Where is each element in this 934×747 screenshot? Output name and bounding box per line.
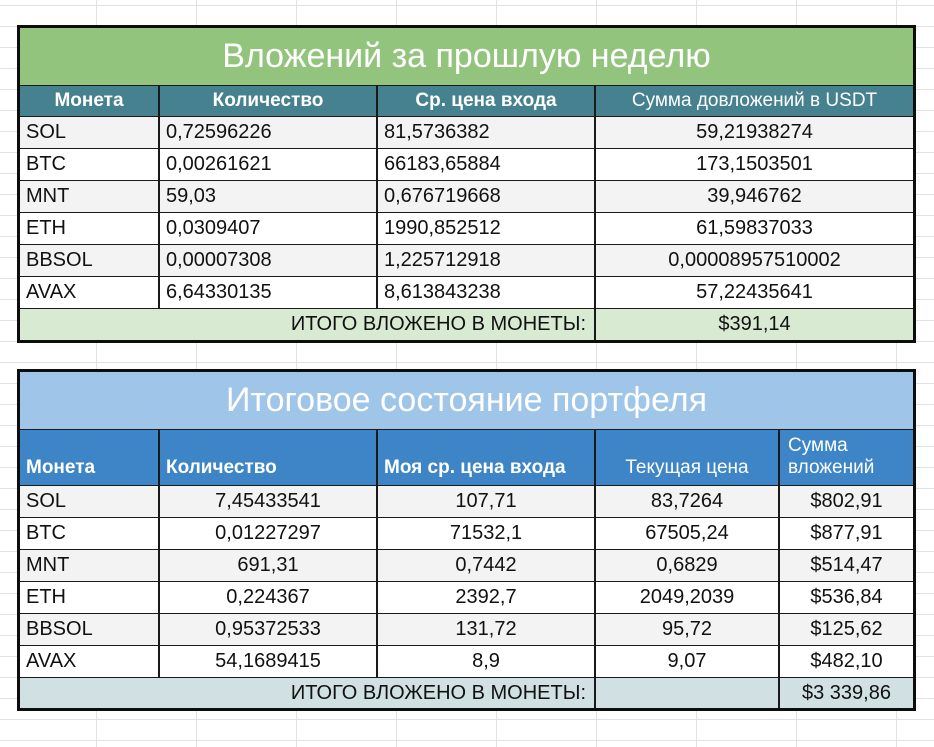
coin-cell[interactable]: AVAX xyxy=(20,646,160,677)
table-row xyxy=(20,486,913,518)
table-row xyxy=(20,181,913,213)
coin-cell[interactable]: BTC xyxy=(20,149,160,180)
avg-price-cell[interactable]: 107,71 xyxy=(378,486,596,517)
price-cell[interactable]: 0,676719668 xyxy=(378,181,596,212)
table-row xyxy=(20,614,913,646)
header-avg-entry-price[interactable]: Ср. цена входа xyxy=(378,86,596,116)
avg-price-cell[interactable]: 131,72 xyxy=(378,614,596,645)
sum-cell[interactable]: 0,00008957510002 xyxy=(596,245,913,276)
coin-cell[interactable]: BBSOL xyxy=(20,614,160,645)
coin-cell[interactable]: MNT xyxy=(20,181,160,212)
weekly-investments-table xyxy=(17,25,916,343)
price-cell[interactable]: 8,613843238 xyxy=(378,277,596,308)
investment-cell[interactable]: $482,10 xyxy=(810,650,883,672)
weekly-investments-title[interactable]: Вложений за прошлую неделю xyxy=(20,28,913,85)
total-value[interactable]: $3 339,86 xyxy=(780,678,913,708)
current-price-cell[interactable]: 0,6829 xyxy=(596,550,780,581)
coin-cell[interactable]: SOL xyxy=(20,486,160,517)
sum-cell[interactable]: 39,946762 xyxy=(596,181,913,212)
sum-cell[interactable]: 57,22435641 xyxy=(696,281,813,303)
current-price-cell[interactable]: 9,07 xyxy=(596,646,780,677)
coin-cell[interactable]: BBSOL xyxy=(20,245,160,276)
table-row xyxy=(20,550,913,582)
table-row xyxy=(20,213,913,245)
total-row xyxy=(20,678,913,708)
current-price-cell[interactable]: 2049,2039 xyxy=(596,582,780,613)
quantity-cell[interactable]: 0,95372533 xyxy=(160,614,378,645)
table-row xyxy=(20,277,913,309)
sum-cell[interactable]: 173,1503501 xyxy=(696,153,813,175)
header-investment-sum[interactable]: Сумма вложений xyxy=(780,430,913,485)
quantity-cell[interactable]: 691,31 xyxy=(160,550,378,581)
avg-price-cell[interactable]: 8,9 xyxy=(378,646,596,677)
header-row xyxy=(20,430,913,486)
current-price-cell[interactable]: 67505,24 xyxy=(596,518,780,549)
avg-price-cell[interactable]: 2392,7 xyxy=(378,582,596,613)
table-row xyxy=(20,582,913,614)
total-label[interactable]: ИТОГО ВЛОЖЕНО В МОНЕТЫ: xyxy=(20,678,596,708)
sum-cell[interactable]: 61,59837033 xyxy=(696,217,813,239)
header-quantity[interactable]: Количество xyxy=(160,86,378,116)
investment-cell[interactable]: $802,91 xyxy=(780,486,913,517)
total-empty-cell[interactable] xyxy=(596,678,780,708)
table-row xyxy=(20,518,913,550)
current-price-cell[interactable]: 95,72 xyxy=(596,614,780,645)
price-cell[interactable]: 1990,852512 xyxy=(378,213,596,244)
coin-cell[interactable]: ETH xyxy=(20,582,160,613)
coin-cell[interactable]: SOL xyxy=(20,117,160,148)
quantity-cell[interactable]: 0,72596226 xyxy=(160,117,378,148)
investment-cell[interactable]: $877,91 xyxy=(810,522,883,544)
total-row xyxy=(20,309,913,340)
investment-cell[interactable]: $125,62 xyxy=(780,614,913,645)
header-coin[interactable]: Монета xyxy=(20,86,160,116)
quantity-cell[interactable]: 0,224367 xyxy=(160,582,378,613)
quantity-cell[interactable]: 59,03 xyxy=(160,181,378,212)
quantity-cell[interactable]: 0,01227297 xyxy=(160,518,378,549)
coin-cell[interactable]: MNT xyxy=(20,550,160,581)
price-cell[interactable]: 1,225712918 xyxy=(378,245,596,276)
table-title-row xyxy=(20,28,913,86)
coin-cell[interactable]: AVAX xyxy=(20,277,160,308)
portfolio-title[interactable]: Итоговое состояние портфеля xyxy=(20,372,913,429)
quantity-cell[interactable]: 0,0309407 xyxy=(160,213,378,244)
quantity-cell[interactable]: 6,64330135 xyxy=(160,277,378,308)
current-price-cell[interactable]: 83,7264 xyxy=(596,486,780,517)
quantity-cell[interactable]: 0,00261621 xyxy=(160,149,378,180)
header-current-price[interactable]: Текущая цена xyxy=(596,430,780,485)
table-row xyxy=(20,149,913,181)
avg-price-cell[interactable]: 0,7442 xyxy=(378,550,596,581)
coin-cell[interactable]: BTC xyxy=(20,518,160,549)
table-title-row xyxy=(20,372,913,430)
quantity-cell[interactable]: 54,1689415 xyxy=(160,646,378,677)
table-row xyxy=(20,245,913,277)
header-coin[interactable]: Монета xyxy=(20,430,160,485)
table-row xyxy=(20,117,913,149)
investment-cell[interactable]: $536,84 xyxy=(810,586,883,608)
price-cell[interactable]: 66183,65884 xyxy=(378,149,596,180)
header-my-avg-entry-price[interactable]: Моя ср. цена входа xyxy=(378,430,596,485)
header-row xyxy=(20,86,913,117)
price-cell[interactable]: 81,5736382 xyxy=(378,117,596,148)
investment-cell[interactable]: $514,47 xyxy=(780,550,913,581)
total-label[interactable]: ИТОГО ВЛОЖЕНО В МОНЕТЫ: xyxy=(20,309,596,340)
quantity-cell[interactable]: 0,00007308 xyxy=(160,245,378,276)
header-quantity[interactable]: Количество xyxy=(160,430,378,485)
coin-cell[interactable]: ETH xyxy=(20,213,160,244)
quantity-cell[interactable]: 7,45433541 xyxy=(160,486,378,517)
header-added-usdt[interactable]: Сумма довложений в USDT xyxy=(596,86,913,116)
sum-cell[interactable]: 59,21938274 xyxy=(596,117,913,148)
table-row xyxy=(20,646,913,678)
portfolio-table xyxy=(17,369,916,711)
total-value[interactable]: $391,14 xyxy=(596,309,913,340)
avg-price-cell[interactable]: 71532,1 xyxy=(378,518,596,549)
